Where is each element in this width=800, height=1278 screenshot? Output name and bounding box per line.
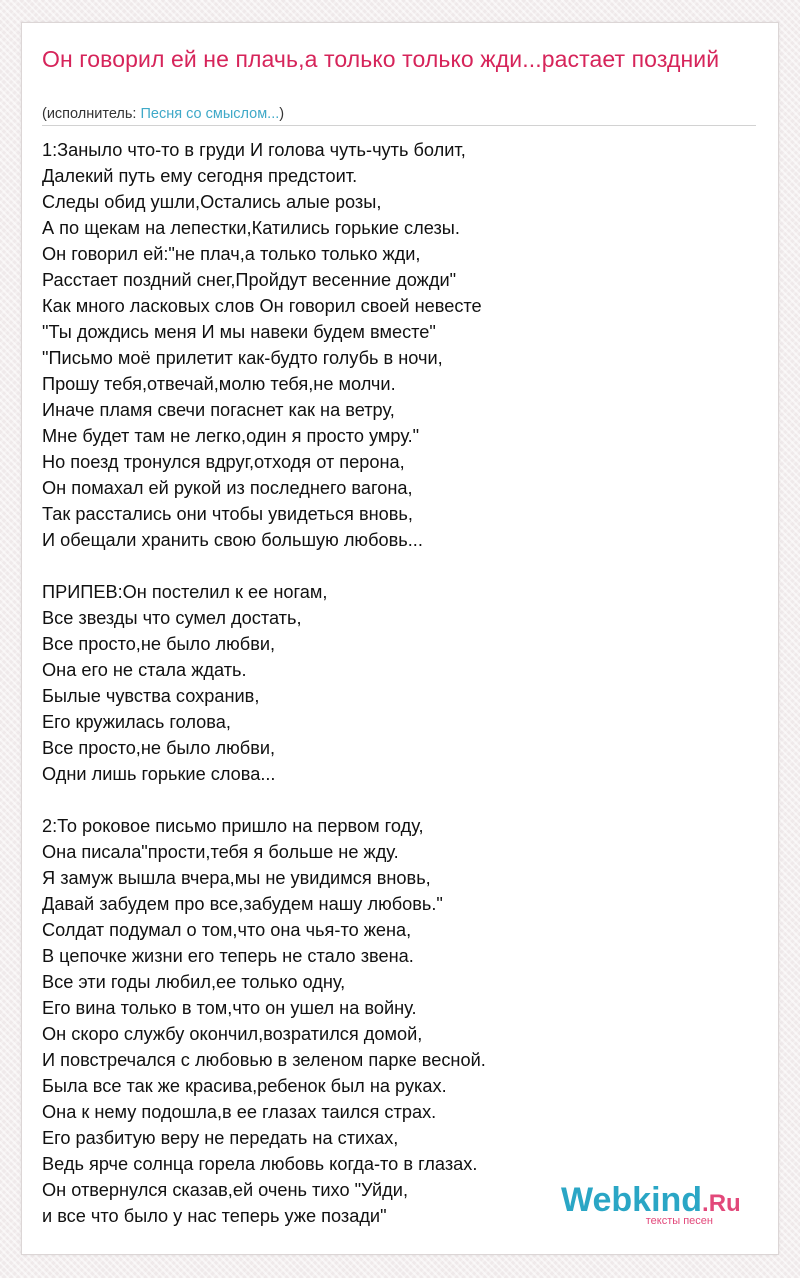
lyric-line: Все просто,не было любви, (42, 634, 276, 654)
lyric-line: ПРИПЕВ:Он постелил к ее ногам, (42, 582, 328, 602)
lyric-line: Я замуж вышла вчера,мы не увидимся вновь, (42, 868, 431, 888)
song-title: Он говорил ей не плачь,а только только жди...растает поздний (42, 46, 720, 72)
title-divider (42, 125, 756, 126)
lyric-line: Его кружилась голова, (42, 712, 231, 732)
lyric-line: Была все так же красива,ребенок был на руках. (42, 1076, 447, 1096)
lyric-line: Его разбитую веру не передать на стихах, (42, 1128, 399, 1148)
lyric-line: Все звезды что сумел достать, (42, 608, 302, 628)
lyric-line: Ведь ярче солнца горела любовь когда-то в глазах. (42, 1154, 478, 1174)
lyric-line: И обещали хранить свою большую любовь... (42, 530, 423, 550)
stanza-break (42, 787, 762, 813)
lyric-line: Былые чувства сохранив, (42, 686, 260, 706)
lyric-line: Его вина только в том,что он ушел на войну. (42, 998, 417, 1018)
lyric-line: "Письмо моё прилетит как-будто голубь в ночи, (42, 348, 443, 368)
stanza-break (42, 553, 762, 579)
lyric-line: Расстает поздний снег,Пройдут весенние дожди" (42, 270, 457, 290)
lyric-line: Так расстались они чтобы увидеться вновь, (42, 504, 413, 524)
lyric-line: Он отвернулся сказав,ей очень тихо "Уйди, (42, 1180, 408, 1200)
lyric-line: 2:То роковое письмо пришло на первом году, (42, 816, 424, 836)
lyric-line: Прошу тебя,отвечай,молю тебя,не молчи. (42, 374, 396, 394)
logo-brand: Webkind (561, 1181, 703, 1219)
lyric-line: Она писала"прости,тебя я больше не жду. (42, 842, 399, 862)
lyric-line: 1:Заныло что-то в груди И голова чуть-чуть болит, (42, 140, 466, 160)
logo-tld: .Ru (702, 1190, 741, 1217)
artist-prefix: (исполнитель: (42, 106, 141, 122)
lyric-line: Он помахал ей рукой из последнего вагона, (42, 478, 413, 498)
lyric-line: В цепочке жизни его теперь не стало звена. (42, 946, 414, 966)
lyric-line: Она к нему подошла,в ее глазах таился страх. (42, 1102, 437, 1122)
lyric-line: А по щекам на лепестки,Катились горькие слезы. (42, 218, 460, 238)
lyric-line: Все просто,не было любви, (42, 738, 276, 758)
lyric-line: Одни лишь горькие слова... (42, 764, 276, 784)
lyric-line: Он говорил ей:"не плач,а только только жди, (42, 244, 421, 264)
lyric-line: Мне будет там не легко,один я просто умру." (42, 426, 420, 446)
lyric-line: и все что было у нас теперь уже позади" (42, 1206, 387, 1226)
lyrics-text (42, 137, 762, 1229)
lyric-line: Солдат подумал о том,что она чья-то жена, (42, 920, 412, 940)
artist-suffix: ) (279, 106, 285, 122)
lyric-line: Давай забудем про все,забудем нашу любовь." (42, 894, 443, 914)
site-logo[interactable] (561, 1182, 757, 1228)
lyric-line: Следы обид ушли,Остались алые розы, (42, 192, 382, 212)
lyric-line: И повстречался с любовью в зеленом парке весной. (42, 1050, 486, 1070)
lyric-line: Все эти годы любил,ее только одну, (42, 972, 346, 992)
lyric-line: Она его не стала ждать. (42, 660, 247, 680)
lyric-line: Но поезд тронулся вдруг,отходя от перона, (42, 452, 405, 472)
logo-tagline: тексты песен (645, 1215, 713, 1227)
lyric-line: Он скоро службу окончил,возратился домой, (42, 1024, 423, 1044)
lyric-line: Как много ласковых слов Он говорил своей невесте (42, 296, 482, 316)
lyrics-card (21, 22, 779, 1255)
lyric-line: Далекий путь ему сегодня предстоит. (42, 166, 358, 186)
lyric-line: Иначе пламя свечи погаснет как на ветру, (42, 400, 395, 420)
artist-line (42, 105, 284, 123)
lyric-line: "Ты дождись меня И мы навеки будем вместе" (42, 322, 436, 342)
artist-link[interactable]: Песня со смыслом... (140, 106, 280, 122)
